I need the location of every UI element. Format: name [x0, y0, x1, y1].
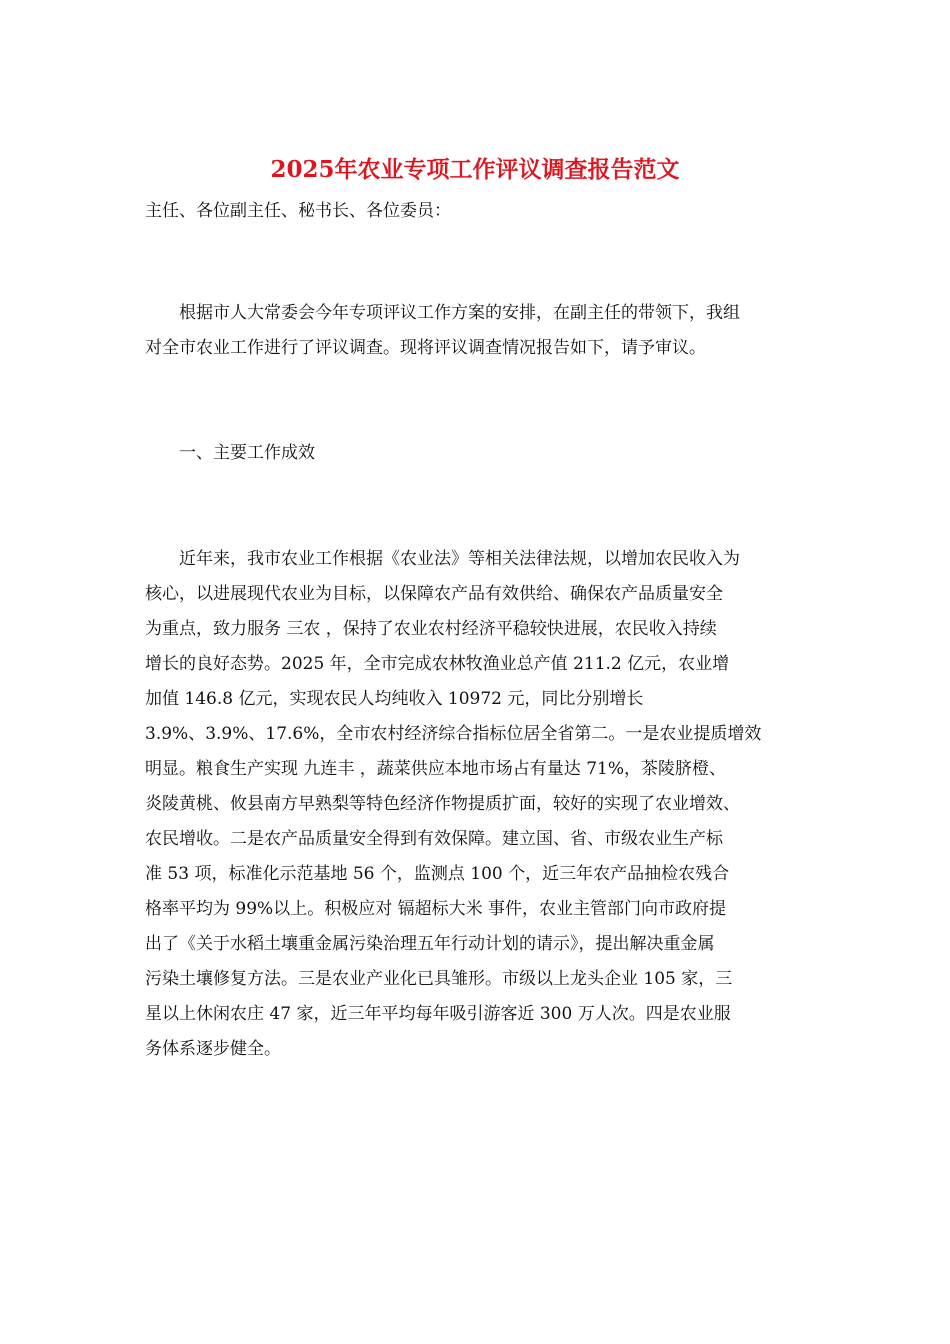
paragraph-line: 污染土壤修复方法。三是农业产业化已具雏形。市级以上龙头企业 105 家，三 — [145, 969, 733, 989]
paragraph-line: 增长的良好态势。2025 年，全市完成农林牧渔业总产值 211.2 亿元，农业增 — [145, 654, 730, 674]
paragraph-line: 格率平均为 99%以上。积极应对 镉超标大米 事件，农业主管部门向市政府提 — [145, 899, 726, 919]
intro-paragraph — [145, 296, 805, 366]
paragraph-line: 星以上休闲农庄 47 家，近三年平均每年吸引游客近 300 万人次。四是农业服 — [145, 1004, 731, 1024]
paragraph-line: 近年来，我市农业工作根据《农业法》等相关法律法规，以增加农民收入为 — [145, 549, 740, 569]
paragraph-line: 明显。粮食生产实现 九连丰 ，蔬菜供应本地市场占有量达 71%，茶陵脐橙、 — [145, 759, 726, 779]
salutation: 主任、各位副主任、秘书长、各位委员： — [145, 201, 451, 221]
paragraph-line: 为重点，致力服务 三农 ，保持了农业农村经济平稳较快进展，农民收入持续 — [145, 619, 717, 639]
section-heading-text: 一、主要工作成效 — [145, 443, 315, 463]
paragraph-line: 炎陵黄桃、攸县南方早熟梨等特色经济作物提质扩面，较好的实现了农业增效、 — [145, 794, 740, 814]
paragraph-line: 加值 146.8 亿元，实现农民人均纯收入 10972 元，同比分别增长 — [145, 689, 644, 709]
paragraph-line: 对全市农业工作进行了评议调查。现将评议调查情况报告如下，请予审议。 — [145, 338, 706, 358]
paragraph-line: 核心，以进展现代农业为目标，以保障农产品有效供给、确保农产品质量安全 — [145, 584, 723, 604]
paragraph-line: 准 53 项，标准化示范基地 56 个，监测点 100 个，近三年农产品抽检农残合 — [145, 864, 730, 884]
achievements-paragraph — [145, 542, 805, 1067]
paragraph-line: 务体系逐步健全。 — [145, 1039, 281, 1059]
paragraph-line: 根据市人大常委会今年专项评议工作方案的安排，在副主任的带领下，我组 — [145, 303, 740, 323]
paragraph-line: 3.9%、3.9%、17.6%，全市农村经济综合指标位居全省第二。一是农业提质增效 — [145, 724, 762, 744]
section-heading — [145, 436, 805, 471]
paragraph-line: 农民增收。二是农产品质量安全得到有效保障。建立国、省、市级农业生产标 — [145, 829, 723, 849]
paragraph-line: 出了《关于水稻土壤重金属污染治理五年行动计划的请示》，提出解决重金属 — [145, 934, 715, 954]
document-title: 2025年农业专项工作评议调查报告范文 — [270, 156, 680, 183]
